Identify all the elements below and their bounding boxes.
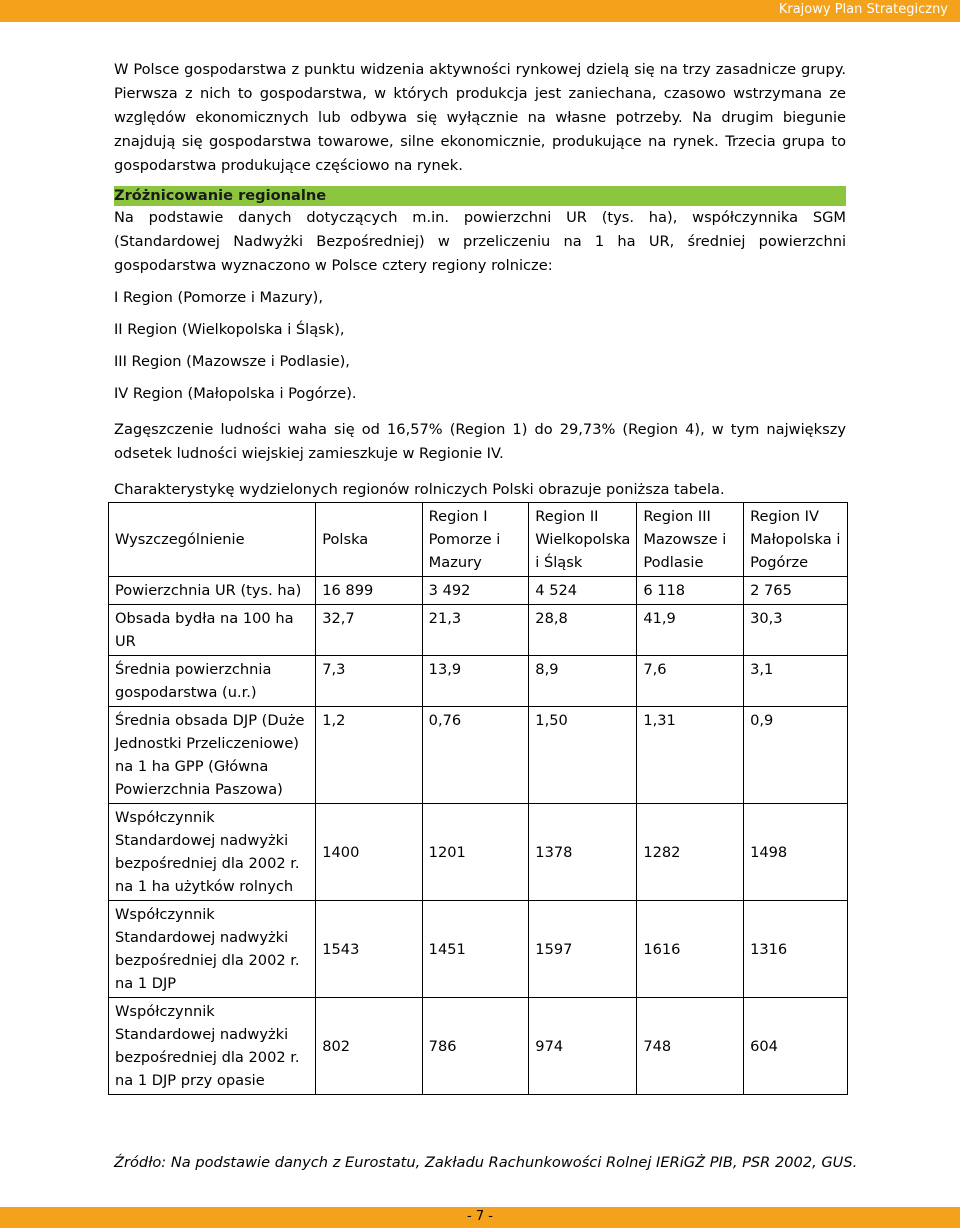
table-cell: 13,9: [422, 656, 529, 707]
table-header-cell: Region II Wielkopolska i Śląsk: [529, 503, 637, 577]
table-cell: 7,6: [637, 656, 744, 707]
header-bar: [0, 0, 960, 22]
table-cell: Powierzchnia UR (tys. ha): [109, 577, 316, 605]
table-cell: 802: [316, 998, 422, 1095]
table-cell: 41,9: [637, 605, 744, 656]
table-cell: Średnia obsada DJP (Duże Jednostki Przeliczeniowe) na 1 ha GPP (Główna Powierzchnia Paszowa): [109, 707, 316, 804]
table-row: [109, 656, 848, 707]
region-item-3: III Region (Mazowsze i Podlasie),: [114, 353, 350, 370]
table-row: [109, 605, 848, 656]
page-number: - 7 -: [467, 1209, 493, 1224]
table-cell: 1378: [529, 804, 637, 901]
table-cell: 1316: [744, 901, 848, 998]
table-cell: 1597: [529, 901, 637, 998]
table-cell: 32,7: [316, 605, 422, 656]
table-row: [109, 998, 848, 1095]
table-cell: 21,3: [422, 605, 529, 656]
table-intro: Charakterystykę wydzielonych regionów rolniczych Polski obrazuje poniższa tabela.: [114, 481, 725, 498]
region-item-4: IV Region (Małopolska i Pogórze).: [114, 385, 357, 402]
table-cell: 1498: [744, 804, 848, 901]
table-cell: 748: [637, 998, 744, 1095]
page-content: [114, 58, 846, 502]
region-item-1: I Region (Pomorze i Mazury),: [114, 289, 323, 306]
table-header-cell: Region IV Małopolska i Pogórze: [744, 503, 848, 577]
table-cell: 1616: [637, 901, 744, 998]
region-item-2: II Region (Wielkopolska i Śląsk),: [114, 321, 345, 338]
table-cell: 1400: [316, 804, 422, 901]
table-cell: 16 899: [316, 577, 422, 605]
table-cell: Obsada bydła na 100 ha UR: [109, 605, 316, 656]
table-cell: 786: [422, 998, 529, 1095]
table-cell: Współczynnik Standardowej nadwyżki bezpośredniej dla 2002 r. na 1 DJP: [109, 901, 316, 998]
table-row: [109, 707, 848, 804]
regions-table: [108, 502, 848, 1095]
table-cell: Współczynnik Standardowej nadwyżki bezpośredniej dla 2002 r. na 1 DJP przy opasie: [109, 998, 316, 1095]
table-cell: 1543: [316, 901, 422, 998]
table-cell: 974: [529, 998, 637, 1095]
table-cell: 1201: [422, 804, 529, 901]
header-title: Krajowy Plan Strategiczny: [778, 2, 948, 17]
table-cell: 4 524: [529, 577, 637, 605]
table-cell: 3,1: [744, 656, 848, 707]
table-cell: 30,3: [744, 605, 848, 656]
paragraph-intro: W Polsce gospodarstwa z punktu widzenia aktywności rynkowej dzielą się na trzy zasadnicze grupy. Pierwsza z nich to gospodarstwa, w których produkcja jest zaniechana, czasowo wstrzymana ze względów ekonomicznych lub odbywa się wyłącznie na własne potrzeby. Na drugim biegunie znajdują się gospodarstwa towarowe, silne ekonomicznie, produkujące na rynek. Trzecia grupa to gospodarstwa produkujące częściowo na rynek.: [114, 61, 846, 174]
table-row: [109, 804, 848, 901]
table-cell: 7,3: [316, 656, 422, 707]
table-cell: 2 765: [744, 577, 848, 605]
table-cell: 1,31: [637, 707, 744, 804]
table-cell: 3 492: [422, 577, 529, 605]
table-cell: 1,50: [529, 707, 637, 804]
table-cell: Współczynnik Standardowej nadwyżki bezpośredniej dla 2002 r. na 1 ha użytków rolnych: [109, 804, 316, 901]
table-row: [109, 901, 848, 998]
table-cell: 604: [744, 998, 848, 1095]
density-paragraph: Zagęszczenie ludności waha się od 16,57% (Region 1) do 29,73% (Region 4), w tym największy odsetek ludności wiejskiej zamieszkuje w Regionie IV.: [114, 421, 846, 462]
table-cell: 0,9: [744, 707, 848, 804]
table-cell: 1282: [637, 804, 744, 901]
table-header-row: [109, 503, 848, 577]
source-note: Źródło: Na podstawie danych z Eurostatu, Zakładu Rachunkowości Rolnej IERiGŻ PIB, PSR 2002, GUS.: [114, 1154, 858, 1171]
table-cell: Średnia powierzchnia gospodarstwa (u.r.): [109, 656, 316, 707]
table-header-cell: Polska: [316, 503, 422, 577]
table-header-cell: Wyszczególnienie: [109, 503, 316, 577]
table-cell: 6 118: [637, 577, 744, 605]
table-header-cell: Region I Pomorze i Mazury: [422, 503, 529, 577]
table-cell: 1,2: [316, 707, 422, 804]
section-heading: Zróżnicowanie regionalne: [114, 186, 846, 206]
table-cell: 0,76: [422, 707, 529, 804]
table-cell: 1451: [422, 901, 529, 998]
table-row: [109, 577, 848, 605]
table-cell: 28,8: [529, 605, 637, 656]
section-intro: Na podstawie danych dotyczących m.in. powierzchni UR (tys. ha), współczynnika SGM (Standardowej Nadwyżki Bezpośredniej) w przeliczeniu na 1 ha UR, średniej powierzchni gospodarstwa wyznaczono w Polsce cztery regiony rolnicze:: [114, 209, 846, 274]
table-cell: 8,9: [529, 656, 637, 707]
table-header-cell: Region III Mazowsze i Podlasie: [637, 503, 744, 577]
